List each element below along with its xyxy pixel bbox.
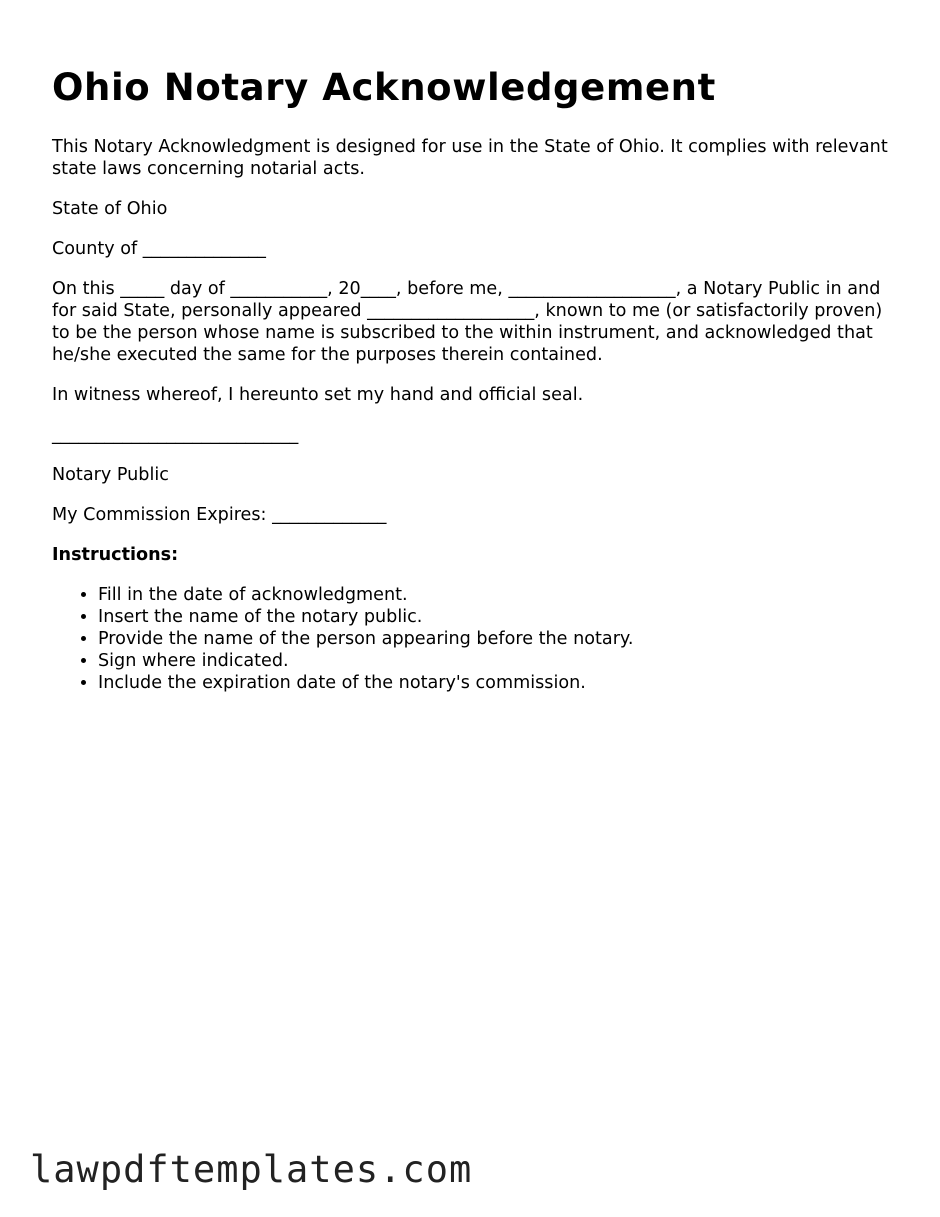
county-line: County of ______________ <box>52 239 266 259</box>
intro-paragraph: This Notary Acknowledgment is designed for use in the State of Ohio. It complies with relevant state laws concerning notarial acts. <box>52 137 888 179</box>
witness-line: In witness whereof, I hereunto set my hand and official seal. <box>52 385 584 405</box>
instructions-heading: Instructions: <box>52 545 179 565</box>
instruction-item: • Insert the name of the notary public. <box>98 606 902 628</box>
signature-line: ____________________________ <box>52 425 299 445</box>
document-page <box>52 62 902 694</box>
instruction-item: • Fill in the date of acknowledgment. <box>98 584 902 606</box>
site-watermark: lawpdftemplates.com <box>30 1148 473 1191</box>
commission-expires-line: My Commission Expires: _____________ <box>52 505 387 525</box>
instruction-item: • Provide the name of the person appearing before the notary. <box>98 628 902 650</box>
acknowledgment-paragraph: On this _____ day of ___________, 20____, before me, ___________________, a Notary Public in and for said State, personally appeared ___________________, known to me (or satisfactorily proven) to be the person whose name is subscribed to the within instrument, and acknowledged that he/she executed the same for the purposes therein contained. <box>52 279 883 365</box>
notary-public-label: Notary Public <box>52 465 169 485</box>
instructions-list <box>52 584 902 694</box>
instruction-item: • Include the expiration date of the notary's commission. <box>98 672 902 694</box>
document-title: Ohio Notary Acknowledgement <box>52 66 716 109</box>
instruction-item: • Sign where indicated. <box>98 650 902 672</box>
state-line: State of Ohio <box>52 199 168 219</box>
